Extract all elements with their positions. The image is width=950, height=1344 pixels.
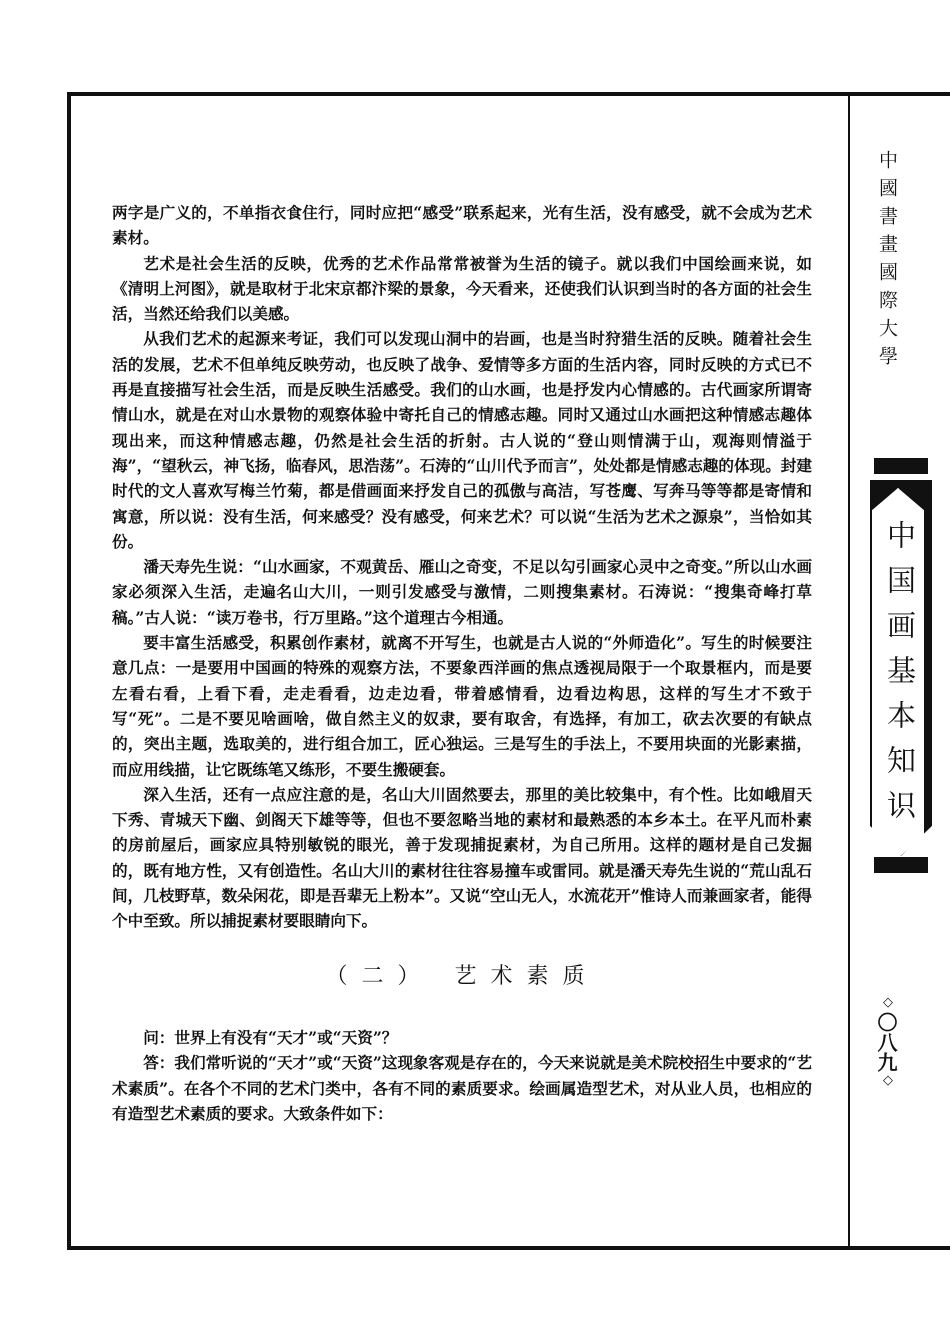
page-number — [874, 994, 898, 1090]
paragraph: 从我们艺术的起源来考证，我们可以发现山洞中的岩画，也是当时狩猎生活的反映。随着社会生活的发展，艺术不但单纯反映劳动，也反映了战争、爱情等多方面的生活内容，同时反映的方式已不再是直接描写社会生活，而是反映生活感受。我们的山水画，也是抒发内心情感的。古代画家所谓寄情山水，就是在对山水景物的观察体验中寄托自己的情感志趣。同时又通过山水画把这种情感志趣体现出来，而这种情感志趣，仍然是社会生活的折射。古人说的“登山则情满于山，观海则情溢于海”，“望秋云，神飞扬，临春风，思浩荡”。石涛的“山川代予而言”，处处都是情感志趣的体现。封建时代的文人喜欢写梅兰竹菊，都是借画面来抒发自己的孤傲与高洁，写苍鹰、写奔马等等都是寄情和寓意，所以说：没有生活，何来感受？没有感受，何来艺术？可以说“生活为艺术之源泉”，当恰如其份。 — [112, 329, 812, 551]
paragraph: 艺术是社会生活的反映，优秀的艺术作品常常被誉为生活的镜子。就以我们中国绘画来说，如《清明上河图》，就是取材于北宋京都汴梁的景象，今天看来，还使我们认识到当时的各方面的社会生活，当然还给我们以美感。 — [112, 253, 812, 324]
paragraph: 潘天寿先生说：“山水画家，不观黄岳、雁山之奇变，不足以勾引画家心灵中之奇变。”所以山水画家必须深入生活，走遍名山大川，一则引发感受与激情，二则搜集素材。石涛说：“搜集奇峰打草稿。”古人说：“读万卷书，行万里路。”这个道理古今相通。 — [112, 557, 812, 627]
section-heading: （二） 艺术素质 — [325, 963, 599, 989]
paragraph: 两字是广义的，不单指衣食住行，同时应把“感受”联系起来，光有生活，没有感受，就不会成为艺术素材。 — [112, 203, 812, 248]
sidebar — [852, 92, 950, 1250]
banner-top-bar — [874, 458, 928, 474]
college-name: 中國書畫國際大學 — [876, 150, 898, 374]
diamond-ornament-icon: ◇ — [883, 995, 893, 1010]
diamond-ornament-icon: ◇ — [883, 1073, 893, 1088]
qa-block — [112, 1025, 812, 1126]
book-title: 中国画基本知识 — [883, 520, 917, 835]
question-text: 问：世界上有没有“天才”或“天资”？ — [143, 1027, 398, 1047]
main-text-column — [112, 200, 812, 1126]
column-divider — [848, 92, 850, 1250]
banner-bottom-bar — [874, 857, 928, 873]
answer-text: 答：我们常听说的“天才”或“天资”这现象客观是存在的，今天来说就是美术院校招生中要求的“艺术素质”。在各个不同的艺术门类中，各有不同的素质要求。绘画属造型艺术，对从业人员，也相应的有造型艺术素质的要求。大致条件如下： — [112, 1053, 812, 1123]
paragraph: 要丰富生活感受，积累创作素材，就离不开写生，也就是古人说的“外师造化”。写生的时候要注意几点：一是要用中国画的特殊的观察方法，不要象西洋画的焦点透视局限于一个取景框内，而是要左看右看，上看下看，走走看看，边走边看，带着感情看，边看边构思，这样的写生才不致于写“死”。二是不要见啥画啥，做自然主义的奴隶，要有取舍，有选择，有加工，砍去次要的有缺点的，突出主题，选取美的，进行组合加工，匠心独运。三是写生的手法上，不要用块面的光影素描，而应用线描，让它既练笔又练形，不要生搬硬套。 — [112, 633, 812, 779]
page-number-text: 〇八九 — [874, 1012, 898, 1072]
paragraph: 深入生活，还有一点应注意的是，名山大川固然要去，那里的美比较集中，有个性。比如峨眉天下秀、青城天下幽、剑阁天下雄等等，但也不要忽略当地的素材和最熟悉的本乡本土。在平凡而朴素的房前屋后，画家应具特别敏锐的眼光，善于发现捕捉素材，为自己所用。这样的题材是自己发掘的，既有地方性，又有创造性。名山大川的素材往往容易撞车或雷同。就是潘天寿先生说的“荒山乱石间，几枝野草，数朵闲花，即是吾辈无上粉本”。又说“空山无人，水流花开”惟诗人而兼画家者，能得个中至致。所以捕捉素材要眼睛向下。 — [112, 784, 812, 931]
